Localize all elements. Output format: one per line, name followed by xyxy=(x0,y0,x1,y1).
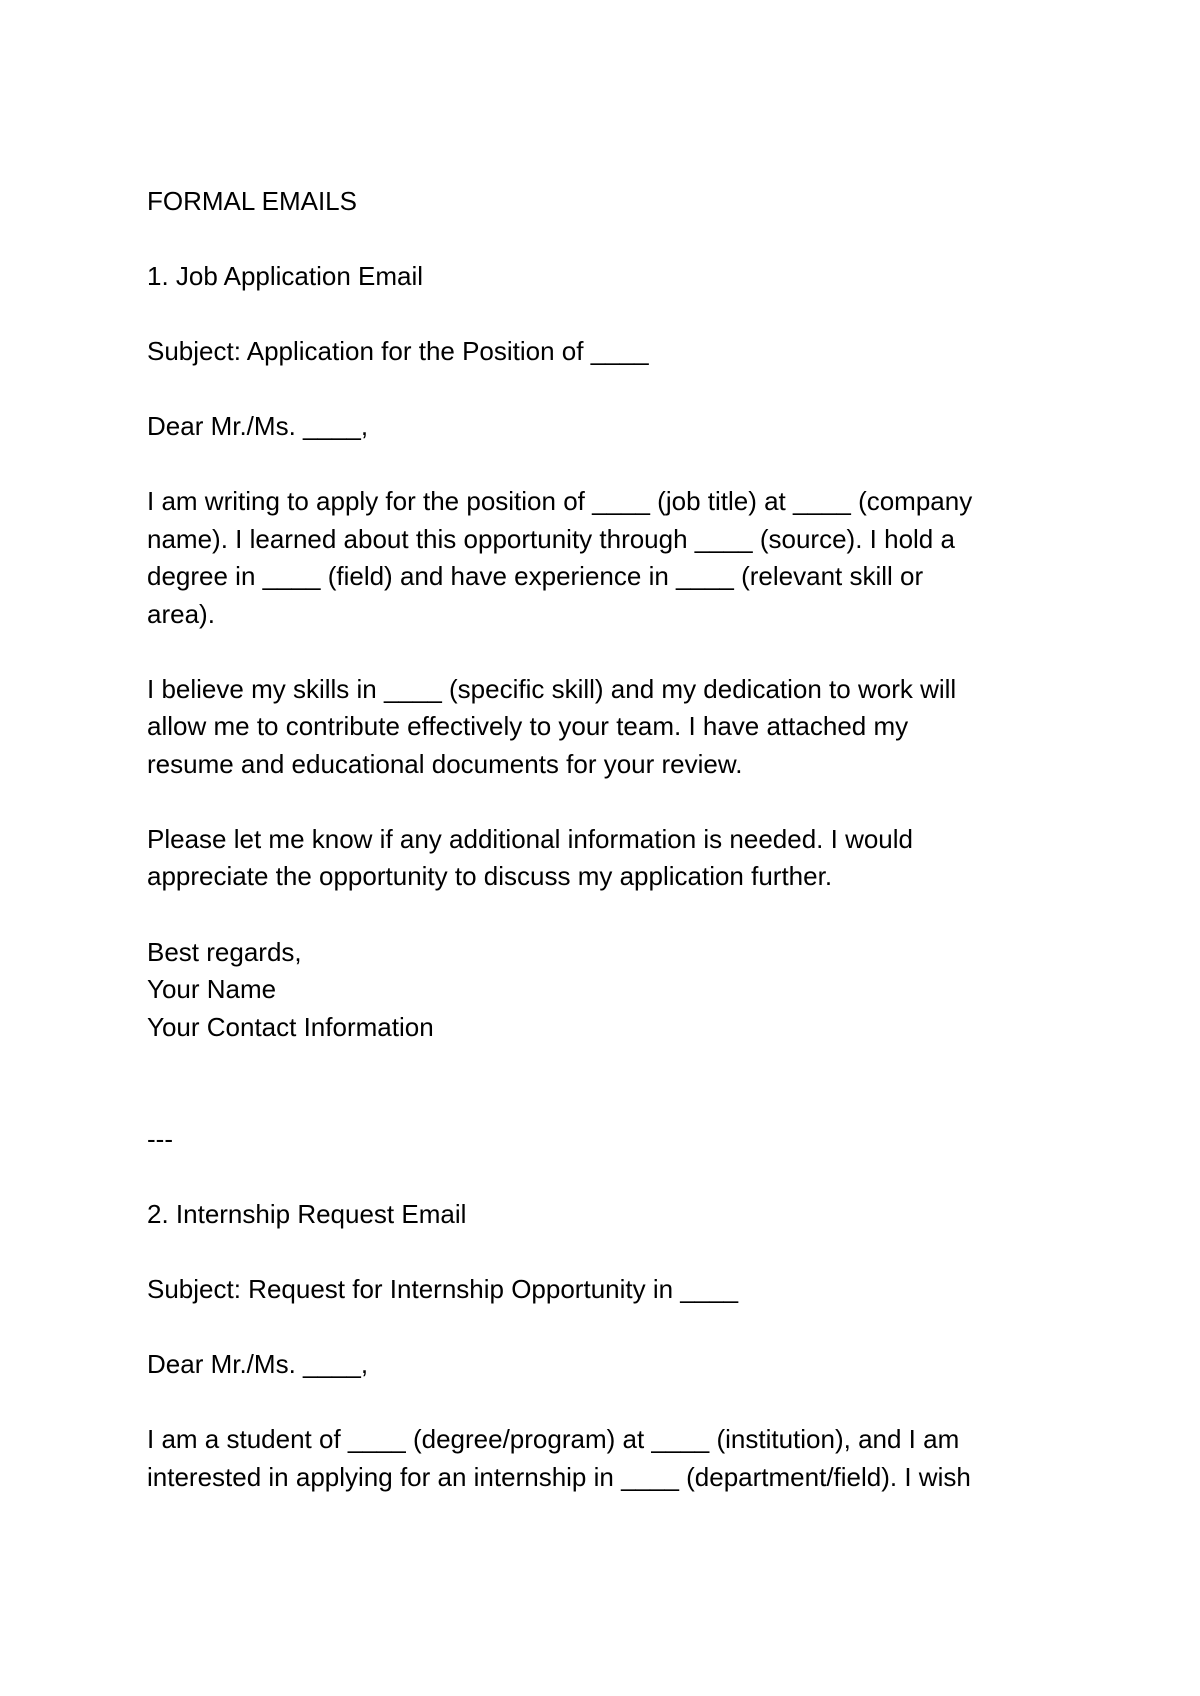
section-1-para1-line: I am writing to apply for the position of ____ (job title) at ____ (company xyxy=(147,486,973,516)
section-2-salutation: Dear Mr./Ms. ____, xyxy=(147,1349,369,1379)
section-1-signature-name: Your Name xyxy=(147,974,277,1004)
section-1-para3-line: appreciate the opportunity to discuss my application further. xyxy=(147,861,833,891)
section-1-para2-line: I believe my skills in ____ (specific skill) and my dedication to work will xyxy=(147,674,957,704)
section-1-para2-line: resume and educational documents for your review. xyxy=(147,749,743,779)
section-1-para3-line: Please let me know if any additional information is needed. I would xyxy=(147,824,913,854)
section-2-para1-line: I am a student of ____ (degree/program) at ____ (institution), and I am xyxy=(147,1424,960,1454)
section-2-subject: Subject: Request for Internship Opportunity in ____ xyxy=(147,1274,739,1304)
section-1-subject: Subject: Application for the Position of ____ xyxy=(147,336,649,366)
section-1-para1-line: degree in ____ (field) and have experience in ____ (relevant skill or xyxy=(147,561,924,591)
section-2-para1-line: interested in applying for an internship in ____ (department/field). I wish xyxy=(147,1462,971,1492)
section-1-para1-line: name). I learned about this opportunity through ____ (source). I hold a xyxy=(147,524,955,554)
section-1-para1-line: area). xyxy=(147,599,215,629)
section-2-title: 2. Internship Request Email xyxy=(147,1199,467,1229)
section-1-salutation: Dear Mr./Ms. ____, xyxy=(147,411,369,441)
section-1-closing: Best regards, xyxy=(147,937,302,967)
section-separator: --- xyxy=(147,1124,173,1154)
section-1-title: 1. Job Application Email xyxy=(147,261,424,291)
document-heading: FORMAL EMAILS xyxy=(147,186,357,216)
section-1-para2-line: allow me to contribute effectively to your team. I have attached my xyxy=(147,711,909,741)
section-1-signature-contact: Your Contact Information xyxy=(147,1012,434,1042)
